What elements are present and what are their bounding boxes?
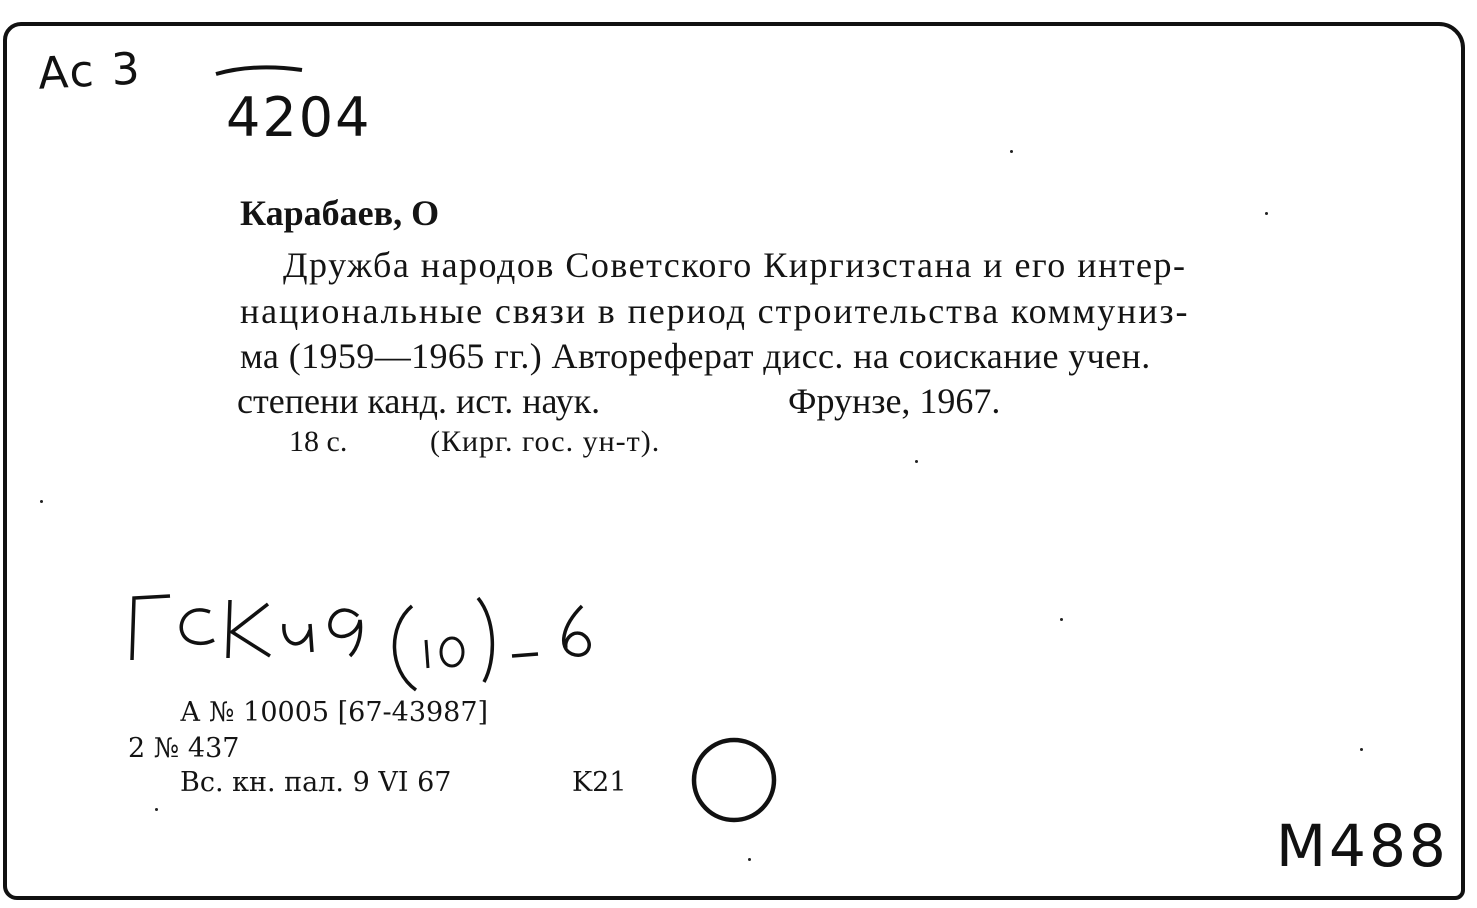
inventory-number: 4204 bbox=[226, 86, 372, 149]
speck bbox=[748, 858, 751, 861]
publisher-note: (Кирг. гос. ун-т). bbox=[430, 425, 661, 458]
title-line-4: степени канд. ист. наук. bbox=[237, 381, 601, 421]
speck bbox=[40, 500, 43, 503]
footer-code: K21 bbox=[572, 767, 627, 798]
title-line-2: национальные связи в период строительства коммуниз- bbox=[240, 291, 1190, 331]
speck bbox=[155, 808, 158, 811]
place-year: Фрунзе, 1967. bbox=[788, 381, 1001, 421]
catalog-number: M488 bbox=[1276, 812, 1449, 880]
speck bbox=[1360, 748, 1363, 751]
speck bbox=[1265, 212, 1268, 215]
author-heading: Карабаев, О bbox=[240, 193, 440, 233]
footer-line-3: Вс. кн. пал. 9 VI 67 bbox=[180, 767, 452, 798]
speck bbox=[1060, 618, 1063, 621]
classification-mark bbox=[126, 586, 606, 696]
footer-line-1: А № 10005 [67-43987] bbox=[180, 697, 489, 728]
speck bbox=[915, 460, 918, 463]
punch-hole-icon bbox=[688, 736, 780, 828]
speck bbox=[1010, 150, 1013, 153]
footer-line-2: 2 № 437 bbox=[128, 733, 240, 764]
title-line-3: ма (1959—1965 гг.) Автореферат дисс. на соискание учен. bbox=[240, 336, 1151, 376]
title-line-1: Дружба народов Советского Киргизстана и его интер- bbox=[283, 245, 1187, 285]
overline-mark bbox=[214, 64, 304, 78]
pages: 18 с. bbox=[289, 425, 348, 458]
shelf-mark: Ac 3 bbox=[36, 43, 143, 100]
